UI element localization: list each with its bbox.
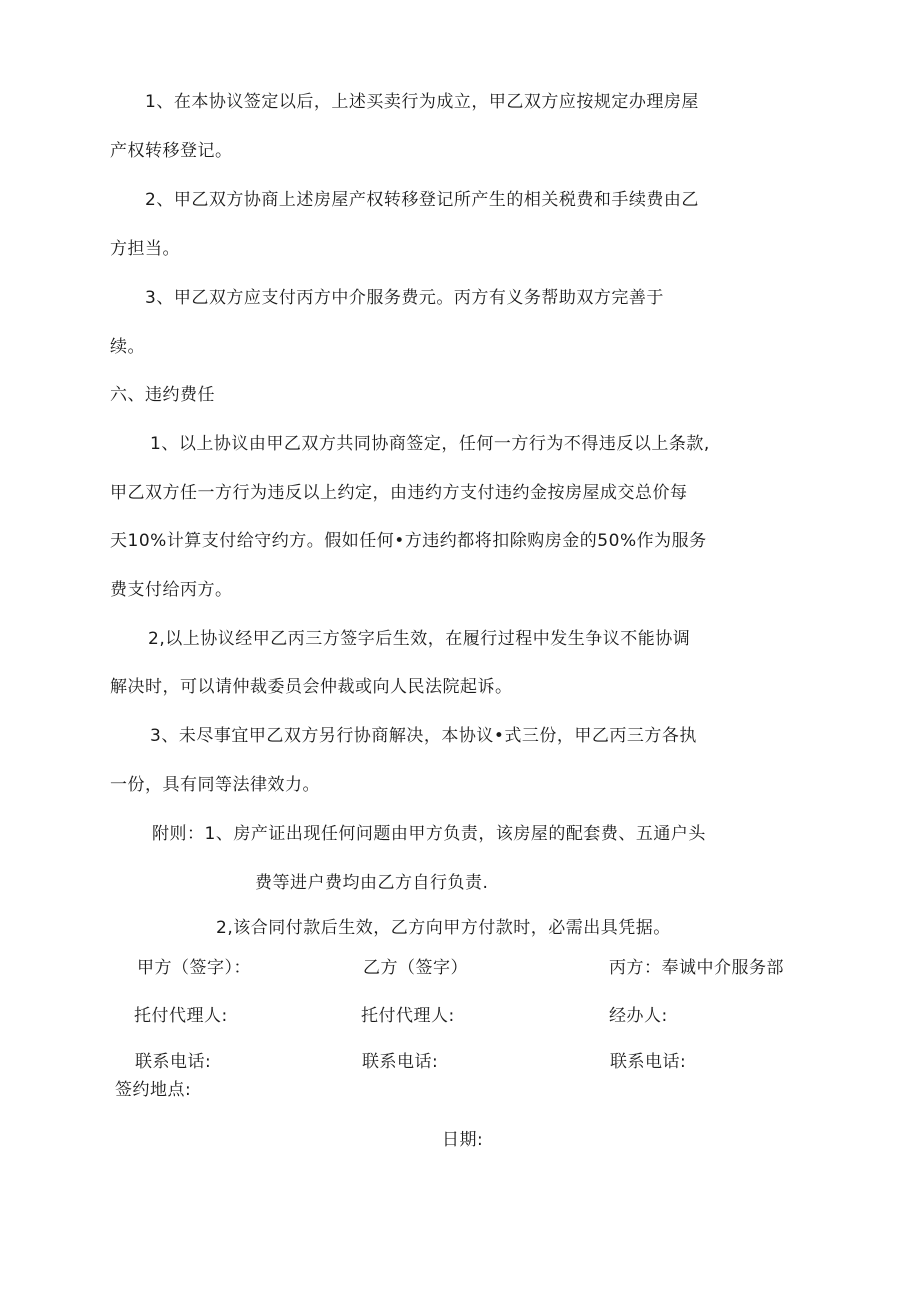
party-b-agent-label: 托付代理人: [361, 1006, 455, 1026]
clause-1-line-2: 产权转移登记。 [110, 141, 233, 161]
breach-clause-3-line-1: 3、未尽事宜甲乙双方另行协商解决，本协议•式三份，甲乙丙三方各执 [150, 726, 697, 746]
appendix-1-line-1: 附则：1、房产证出现任何问题由甲方负责，该房屋的配套费、五通户头 [152, 824, 706, 844]
breach-clause-1-line-3: 天10%计算支付给守约方。假如任何•方违约都将扣除购房金的50%作为服务 [110, 531, 707, 551]
appendix-1-line-2: 费等进户费均由乙方自行负责. [255, 873, 489, 893]
breach-clause-1-line-2: 甲乙双方任一方行为违反以上约定，由违约方支付违约金按房屋成交总价每 [110, 483, 688, 503]
party-a-phone-label: 联系电话: [135, 1052, 212, 1072]
breach-clause-1-line-4: 费支付给丙方。 [110, 580, 233, 600]
clause-2-line-1: 2、甲乙双方协商上述房屋产权转移登记所产生的相关税费和手续费由乙 [145, 190, 699, 210]
breach-clause-3-line-2: 一份，具有同等法律效力。 [110, 775, 320, 795]
party-c-handler-label: 经办人: [609, 1006, 668, 1026]
breach-clause-2-line-2: 解决时，可以请仲裁委员会仲裁或向人民法院起诉。 [110, 677, 513, 697]
clause-1-line-1: 1、在本协议签定以后，上述买卖行为成立，甲乙双方应按规定办理房屋 [145, 92, 699, 112]
party-b-signature-label: 乙方（签字） [363, 958, 468, 978]
appendix-2-line-1: 2,该合同付款后生效，乙方向甲方付款时，必需出具凭据。 [216, 918, 671, 938]
party-a-agent-label: 托付代理人: [134, 1006, 228, 1026]
breach-clause-1-line-1: 1、以上协议由甲乙双方共同协商签定，任何一方行为不得违反以上条款, [150, 434, 710, 454]
clause-3-line-1: 3、甲乙双方应支付丙方中介服务费元。丙方有义务帮助双方完善于 [145, 288, 664, 308]
breach-clause-2-line-1: 2,以上协议经甲乙丙三方签字后生效，在履行过程中发生争议不能协调 [148, 629, 691, 649]
party-b-phone-label: 联系电话: [362, 1052, 439, 1072]
signing-place-label: 签约地点: [115, 1080, 192, 1100]
date-label: 日期: [442, 1130, 484, 1150]
party-c-name: 丙方：奉诚中介服务部 [609, 958, 784, 978]
section-heading-breach: 六、违约费任 [110, 385, 215, 405]
party-a-signature-label: 甲方（签字）： [137, 958, 251, 978]
clause-2-line-2: 方担当。 [110, 239, 180, 259]
clause-3-line-2: 续。 [110, 337, 145, 357]
party-c-phone-label: 联系电话: [610, 1052, 687, 1072]
